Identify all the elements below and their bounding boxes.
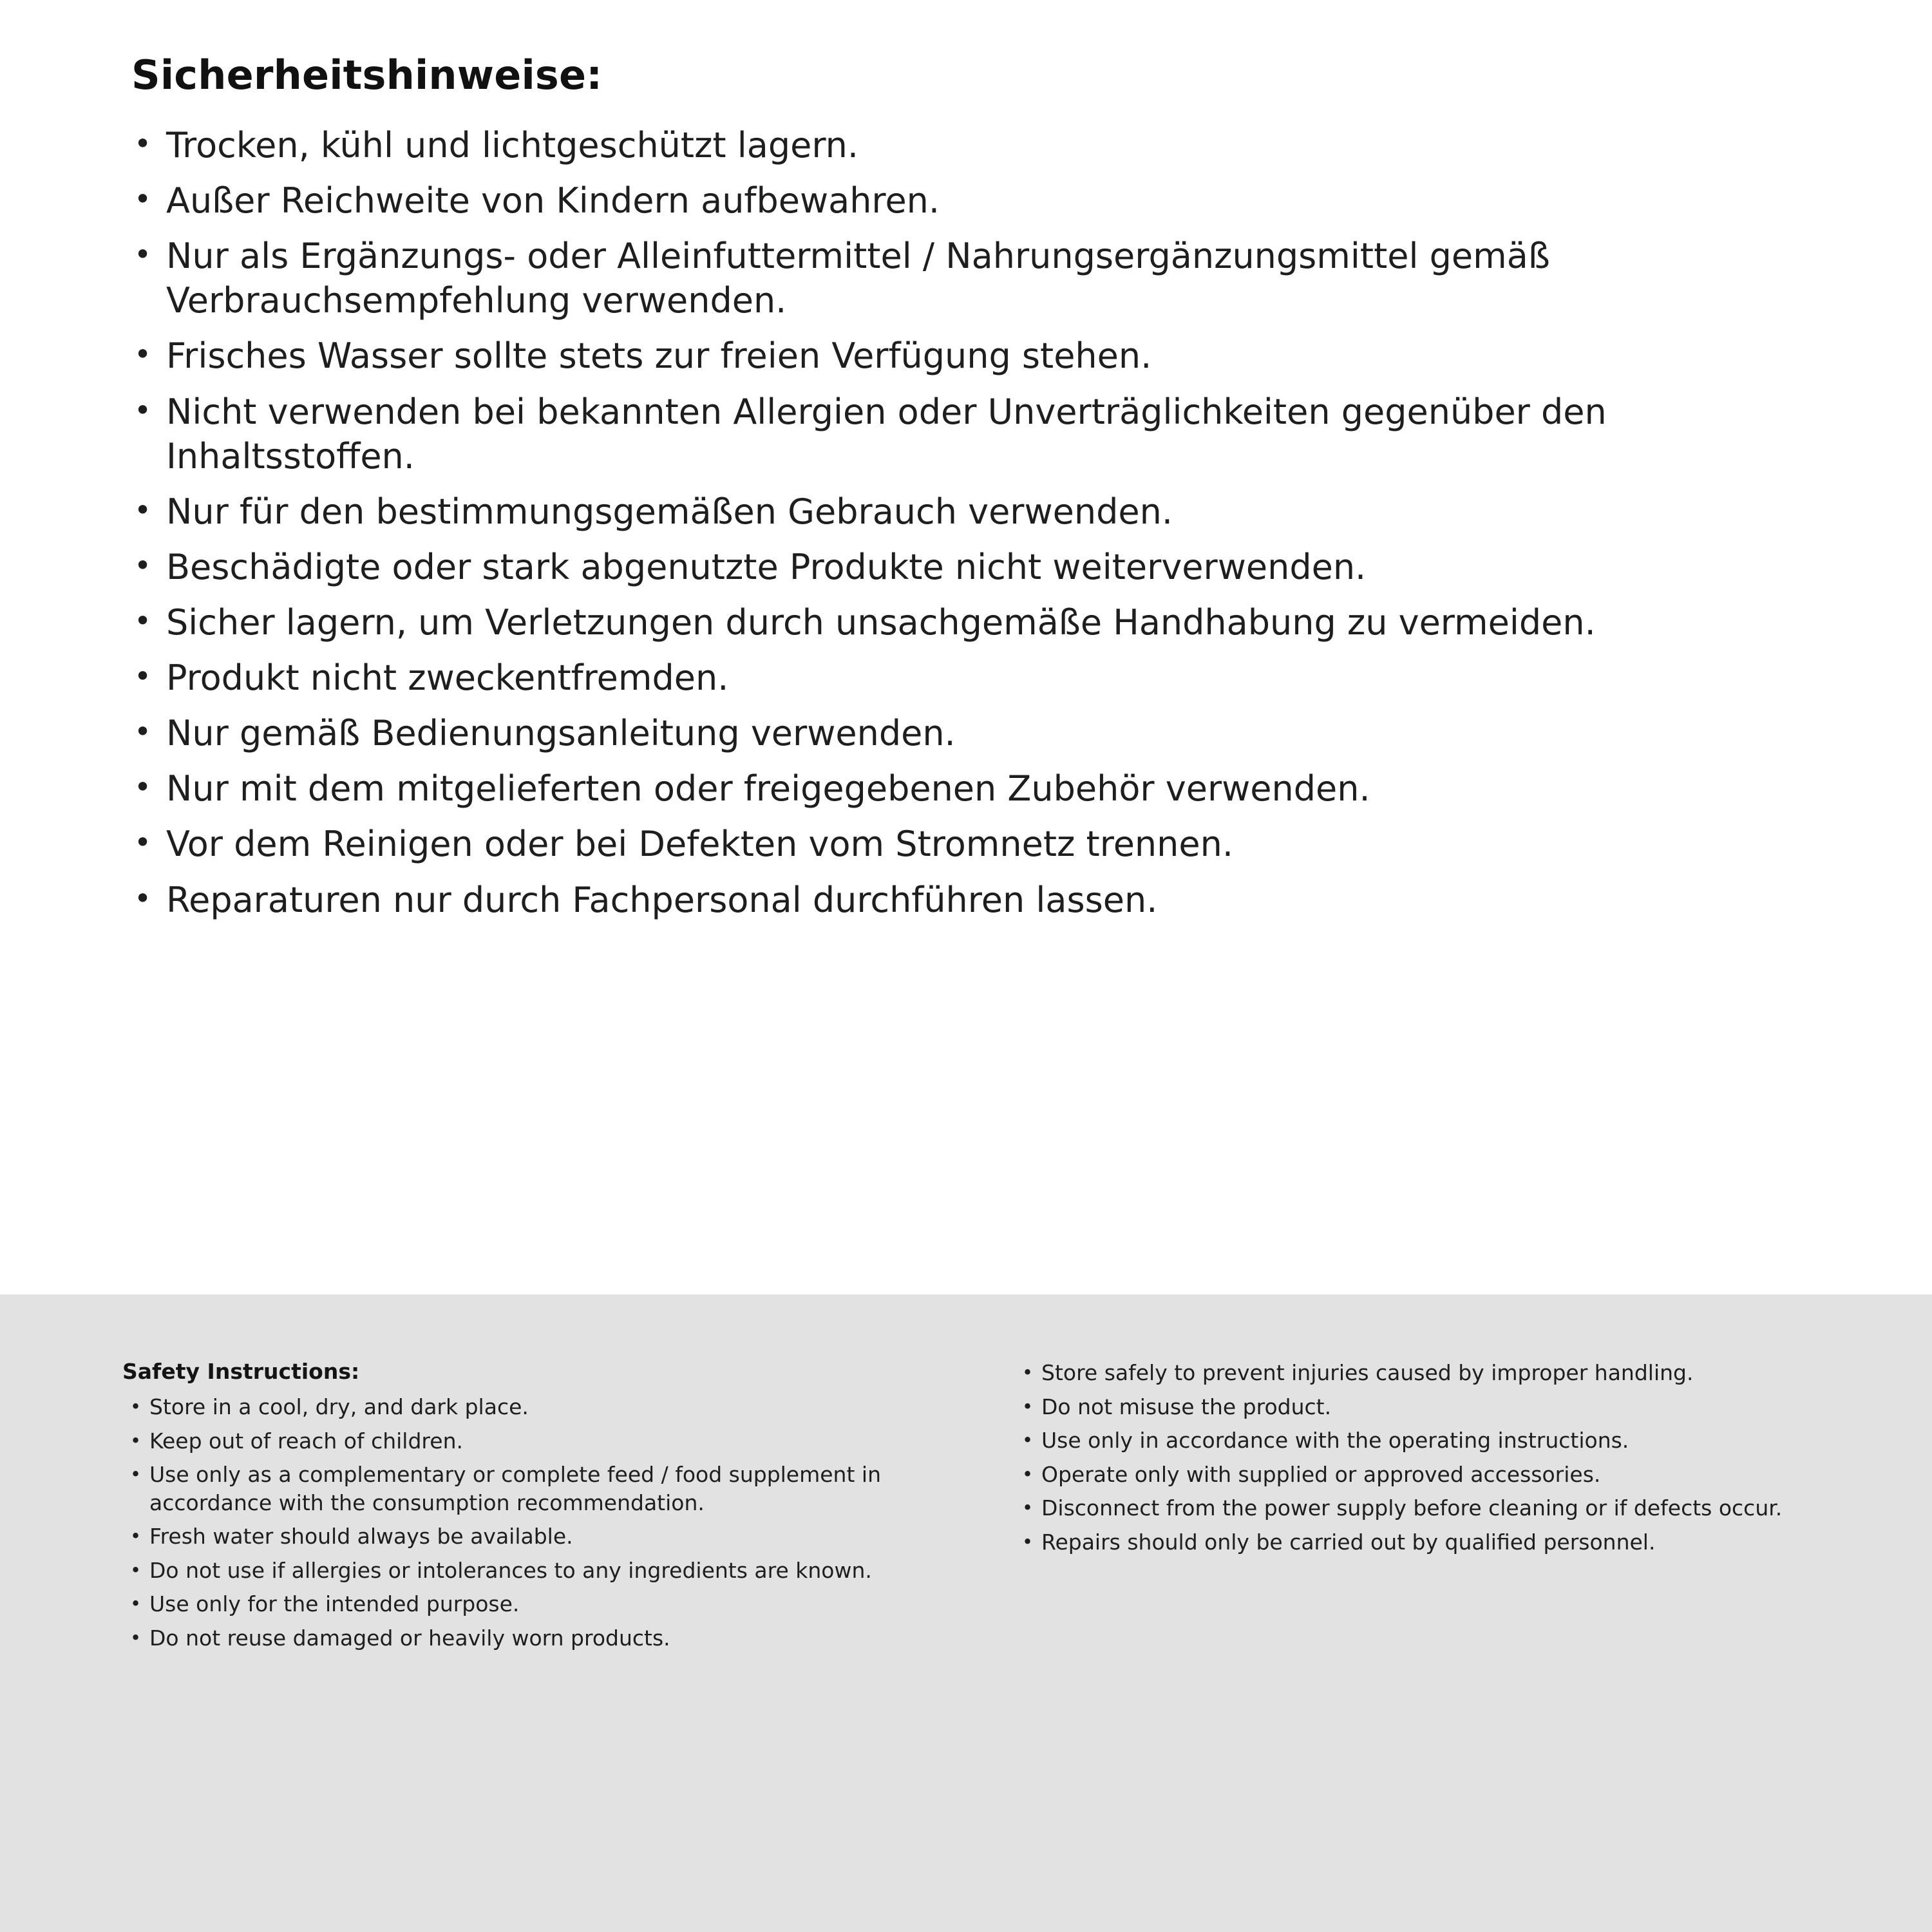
list-item-text: Nur als Ergänzungs- oder Alleinfuttermittel / Nahrungsergänzungsmittel gemäß Verbrauchsempfehlung verwenden. — [166, 236, 1550, 321]
bullet-icon: • — [130, 1525, 142, 1548]
list-item-text: Außer Reichweite von Kindern aufbewahren. — [166, 180, 940, 222]
english-safety-list-left — [122, 1393, 943, 1652]
list-item-text: Operate only with supplied or approved accessories. — [1041, 1461, 1601, 1487]
bullet-icon: • — [130, 1463, 142, 1486]
list-item-text: Reparaturen nur durch Fachpersonal durchführen lassen. — [166, 879, 1158, 920]
list-item-text: Use only as a complementary or complete feed / food supplement in accordance with the consumption recommendation. — [149, 1462, 881, 1515]
list-item-text: Frisches Wasser sollte stets zur freien Verfügung stehen. — [166, 336, 1152, 377]
bullet-icon: • — [130, 1429, 142, 1452]
list-item-text: Nur mit dem mitgelieferten oder freigegebenen Zubehör verwenden. — [166, 768, 1370, 810]
list-item — [122, 334, 1835, 378]
list-item — [1014, 1528, 1835, 1557]
english-column-right — [1014, 1359, 1835, 1658]
english-column-left — [122, 1359, 943, 1658]
english-safety-list-right — [1014, 1359, 1835, 1556]
bullet-icon: • — [134, 603, 152, 638]
bullet-icon: • — [134, 492, 152, 527]
list-item — [122, 178, 1835, 223]
list-item — [122, 766, 1835, 811]
bullet-icon: • — [1022, 1395, 1034, 1417]
list-item-text: Sicher lagern, um Verletzungen durch unsachgemäße Handhabung zu vermeiden. — [166, 601, 1596, 643]
bullet-icon: • — [1022, 1463, 1034, 1485]
bullet-icon: • — [134, 714, 152, 750]
list-item — [122, 600, 1835, 645]
list-item — [1014, 1494, 1835, 1522]
bullet-icon: • — [134, 126, 152, 161]
list-item-text: Trocken, kühl und lichtgeschützt lagern. — [166, 125, 858, 166]
list-item-text: Keep out of reach of children. — [149, 1428, 463, 1454]
list-item-text: Do not reuse damaged or heavily worn products. — [149, 1625, 670, 1651]
list-item — [122, 878, 1835, 922]
list-item — [1014, 1461, 1835, 1489]
list-item — [122, 1590, 943, 1618]
list-item-text: Use only in accordance with the operating instructions. — [1041, 1428, 1629, 1454]
list-item — [1014, 1359, 1835, 1387]
list-item-text: Nur für den bestimmungsgemäßen Gebrauch verwenden. — [166, 491, 1173, 532]
list-item — [122, 1624, 943, 1653]
list-item-text: Fresh water should always be available. — [149, 1524, 573, 1549]
bullet-icon: • — [134, 237, 152, 272]
bullet-icon: • — [134, 337, 152, 372]
bullet-icon: • — [1022, 1497, 1034, 1519]
list-item — [122, 545, 1835, 589]
list-item-text: Nur gemäß Bedienungsanleitung verwenden. — [166, 713, 956, 754]
bullet-icon: • — [1022, 1429, 1034, 1452]
list-item-text: Use only for the intended purpose. — [149, 1591, 520, 1617]
list-item — [122, 123, 1835, 167]
english-columns — [122, 1359, 1835, 1658]
list-item-text: Store in a cool, dry, and dark place. — [149, 1394, 529, 1419]
list-item — [122, 822, 1835, 866]
bullet-icon: • — [130, 1558, 142, 1581]
list-item — [122, 390, 1835, 478]
list-item — [122, 1557, 943, 1585]
list-item — [122, 1427, 943, 1455]
list-item-text: Beschädigte oder stark abgenutzte Produkte nicht weiterverwenden. — [166, 546, 1367, 587]
list-item — [1014, 1393, 1835, 1421]
list-item-text: Store safely to prevent injuries caused by improper handling. — [1041, 1360, 1694, 1385]
list-item — [122, 489, 1835, 534]
bullet-icon: • — [134, 659, 152, 694]
bullet-icon: • — [134, 880, 152, 916]
list-item-text: Produkt nicht zweckentfremden. — [166, 658, 729, 699]
bullet-icon: • — [134, 825, 152, 860]
english-heading: Safety Instructions: — [122, 1359, 360, 1384]
list-item-text: Repairs should only be carried out by qualified personnel. — [1041, 1529, 1656, 1555]
bullet-icon: • — [134, 392, 152, 428]
list-item — [122, 234, 1835, 323]
list-item — [122, 711, 1835, 755]
bullet-icon: • — [134, 182, 152, 217]
bullet-icon: • — [130, 1396, 142, 1417]
bullet-icon: • — [130, 1626, 142, 1649]
bullet-icon: • — [134, 770, 152, 805]
bullet-icon: • — [1022, 1530, 1034, 1553]
list-item — [122, 1393, 943, 1421]
list-item — [1014, 1426, 1835, 1455]
english-safety-section — [0, 1294, 1932, 1932]
german-safety-list — [122, 123, 1835, 922]
bullet-icon: • — [130, 1593, 142, 1615]
bullet-icon: • — [1022, 1361, 1034, 1383]
list-item — [122, 1522, 943, 1551]
list-item — [122, 656, 1835, 700]
list-item-text: Do not misuse the product. — [1041, 1394, 1332, 1419]
list-item-text: Vor dem Reinigen oder bei Defekten vom Stromnetz trennen. — [166, 824, 1233, 865]
list-item — [122, 1461, 943, 1517]
list-item-text: Nicht verwenden bei bekannten Allergien oder Unverträglichkeiten gegenüber den Inhaltsstoffen. — [166, 391, 1607, 477]
german-heading: Sicherheitshinweise: — [131, 52, 603, 99]
list-item-text: Do not use if allergies or intolerances to any ingredients are known. — [149, 1557, 872, 1583]
list-item-text: Disconnect from the power supply before cleaning or if defects occur. — [1041, 1495, 1783, 1521]
bullet-icon: • — [134, 547, 152, 583]
